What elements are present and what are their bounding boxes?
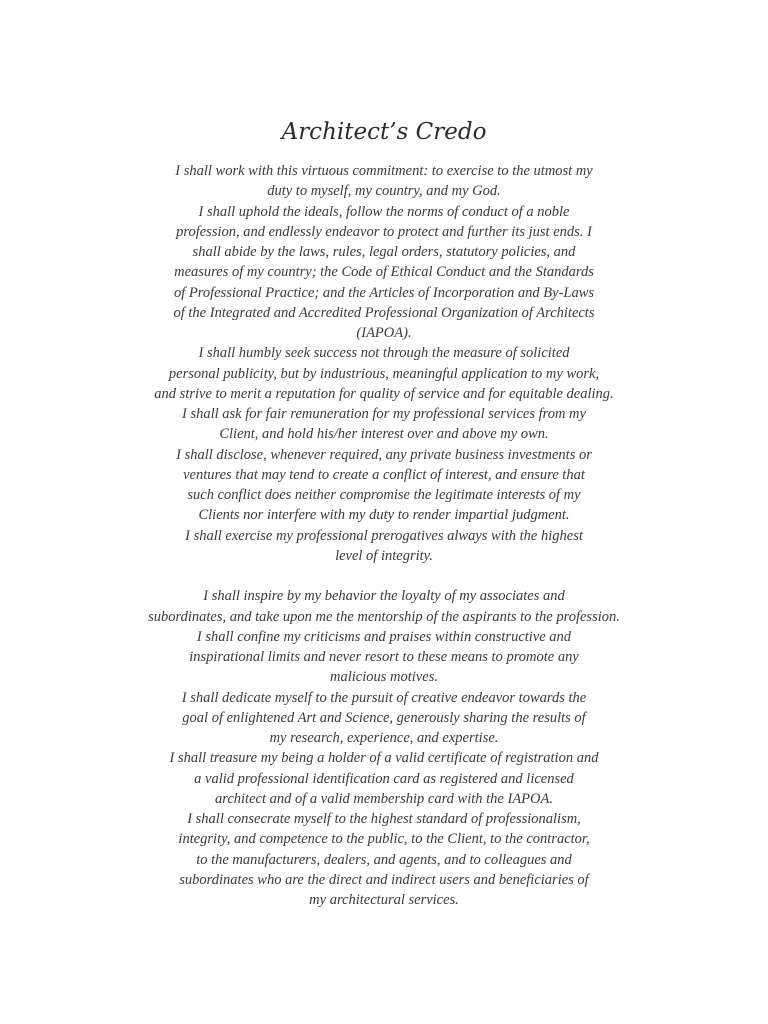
credo-line: I shall uphold the ideals, follow the norms of conduct of a noble xyxy=(198,203,570,220)
credo-line: I shall exercise my professional prerogatives always with the highest xyxy=(185,527,583,544)
credo-line: I shall humbly seek success not through the measure of solicited xyxy=(198,345,570,362)
credo-body xyxy=(0,161,768,910)
credo-line: inspirational limits and never resort to these means to promote any xyxy=(189,649,579,665)
credo-line: Client, and hold his/her interest over and above my own. xyxy=(219,426,549,443)
credo-line: such conflict does neither compromise the legitimate interests of my xyxy=(187,487,581,503)
credo-line: my architectural services. xyxy=(309,892,459,908)
credo-line: personal publicity, but by industrious, meaningful application to my work, xyxy=(168,365,600,382)
credo-line: of Professional Practice; and the Articles of Incorporation and By-Laws xyxy=(173,284,595,301)
credo-line: level of integrity. xyxy=(335,547,433,564)
credo-line: a valid professional identification card as registered and licensed xyxy=(194,770,574,787)
credo-line: ventures that may tend to create a conflict of interest, and ensure that xyxy=(183,466,585,483)
credo-line: I shall consecrate myself to the highest standard of professionalism, xyxy=(187,811,581,827)
credo-line: I shall confine my criticisms and praises within constructive and xyxy=(196,628,572,645)
credo-line: and strive to merit a reputation for quality of service and for equitable dealing. xyxy=(154,385,614,402)
credo-line: I shall ask for fair remuneration for my professional services from my xyxy=(182,406,586,422)
credo-line: subordinates, and take upon me the mentorship of the aspirants to the profession. xyxy=(148,608,620,625)
credo-line: Clients nor interfere with my duty to render impartial judgment. xyxy=(198,507,570,524)
paragraph-gap xyxy=(0,566,768,586)
credo-line: duty to myself, my country, and my God. xyxy=(267,183,501,200)
credo-line: shall abide by the laws, rules, legal orders, statutory policies, and xyxy=(192,244,576,260)
credo-line: (IAPOA). xyxy=(356,325,412,341)
credo-line: architect and of a valid membership card with the IAPOA. xyxy=(214,790,553,807)
credo-line: malicious motives. xyxy=(330,669,438,686)
credo-line: integrity, and competence to the public, to the Client, to the contractor, xyxy=(178,831,590,848)
credo-line: subordinates who are the direct and indirect users and beneficiaries of xyxy=(179,871,589,888)
document-title: Architect’s Credo xyxy=(281,119,487,145)
credo-line: I shall treasure my being a holder of a valid certificate of registration and xyxy=(169,750,599,767)
credo-line: my research, experience, and expertise. xyxy=(269,730,499,746)
credo-line: I shall inspire by my behavior the loyalty of my associates and xyxy=(203,588,565,605)
credo-line: profession, and endlessly endeavor to protect and further its just ends. I xyxy=(176,223,592,240)
credo-line: I shall work with this virtuous commitment: to exercise to the utmost my xyxy=(175,163,593,179)
credo-line: I shall dedicate myself to the pursuit of creative endeavor towards the xyxy=(181,689,587,706)
credo-line: goal of enlightened Art and Science, generously sharing the results of xyxy=(182,709,586,726)
credo-line: to the manufacturers, dealers, and agents, and to colleagues and xyxy=(196,851,572,868)
credo-line: I shall disclose, whenever required, any private business investments or xyxy=(176,446,592,463)
credo-line: of the Integrated and Accredited Professional Organization of Architects xyxy=(173,304,595,321)
credo-line: measures of my country; the Code of Ethical Conduct and the Standards xyxy=(174,264,594,281)
